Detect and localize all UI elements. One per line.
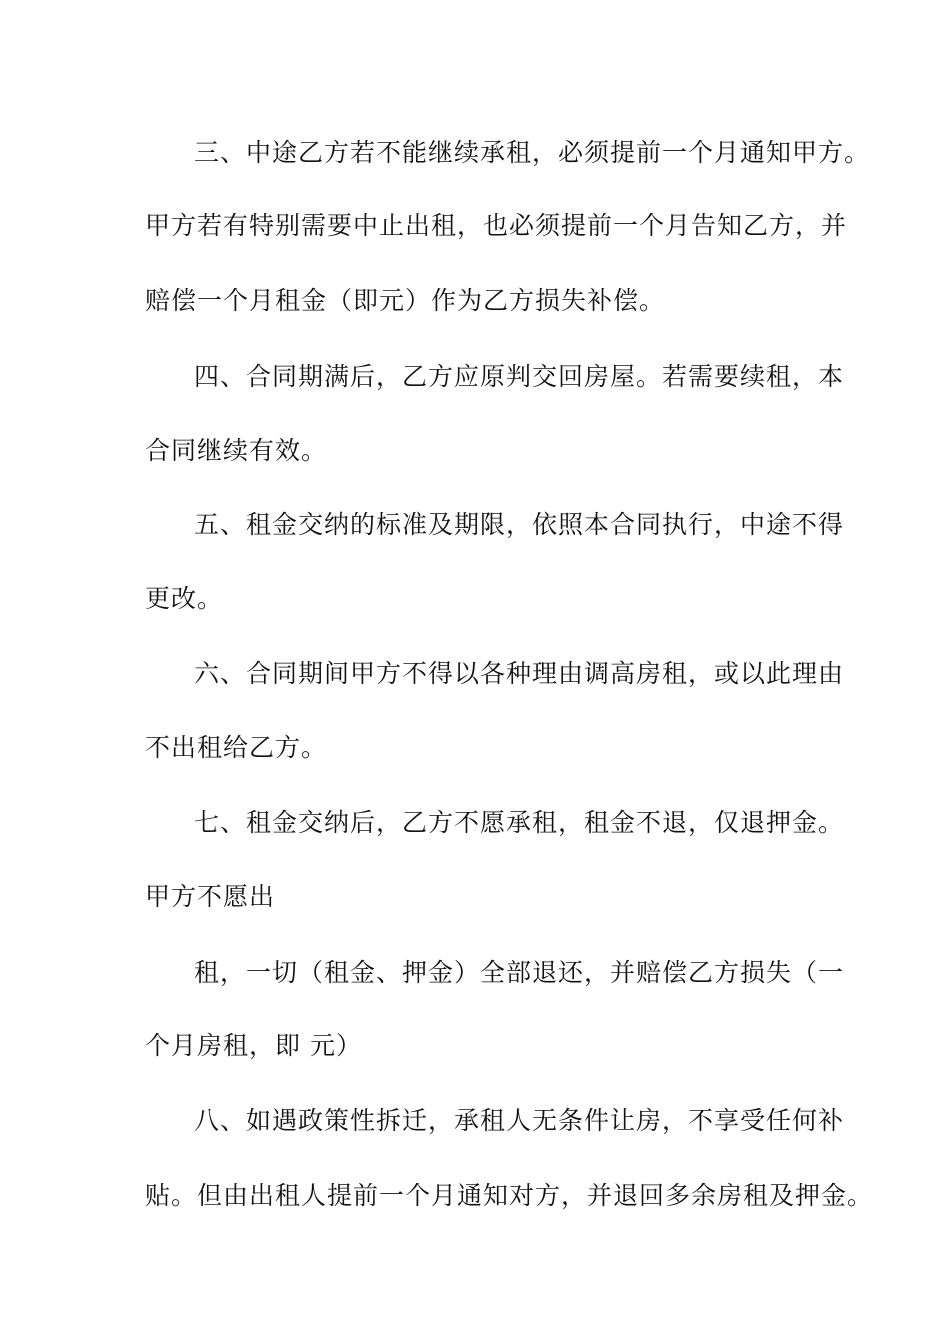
clause-6-line-2: 不出租给乙方。 [145,733,328,762]
clause-8-line-2: 贴。但由出租人提前一个月通知对方，并退回多余房租及押金。 [145,1181,874,1210]
clause-3-line-2: 甲方若有特别需要中止出租，也必须提前一个月告知乙方，并 [145,211,848,240]
clause-7-line-3: 租，一切（租金、押金）全部退还，并赔偿乙方损失（一 [194,958,845,987]
clause-7-line-4: 个月房租，即 元） [145,1031,362,1060]
clause-3-line-3: 赔偿一个月租金（即元）作为乙方损失补偿。 [145,286,666,315]
clause-5-line-1: 五、租金交纳的标准及期限，依照本合同执行，中途不得 [194,510,845,539]
clause-3-line-1: 三、中途乙方若不能继续承租，必须提前一个月通知甲方。 [194,138,871,167]
clause-8-line-1: 八、如遇政策性拆迁，承租人无条件让房，不享受任何补 [194,1106,845,1135]
clause-7-line-1: 七、租金交纳后，乙方不愿承租，租金不退，仅退押金。 [194,808,845,837]
clause-7-line-2: 甲方不愿出 [145,882,276,911]
clause-6-line-1: 六、合同期间甲方不得以各种理由调高房租，或以此理由 [194,659,845,688]
clause-4-line-2: 合同继续有效。 [145,436,328,465]
clause-5-line-2: 更改。 [145,584,224,613]
clause-4-line-1: 四、合同期满后，乙方应原判交回房屋。若需要续租，本 [194,362,845,391]
